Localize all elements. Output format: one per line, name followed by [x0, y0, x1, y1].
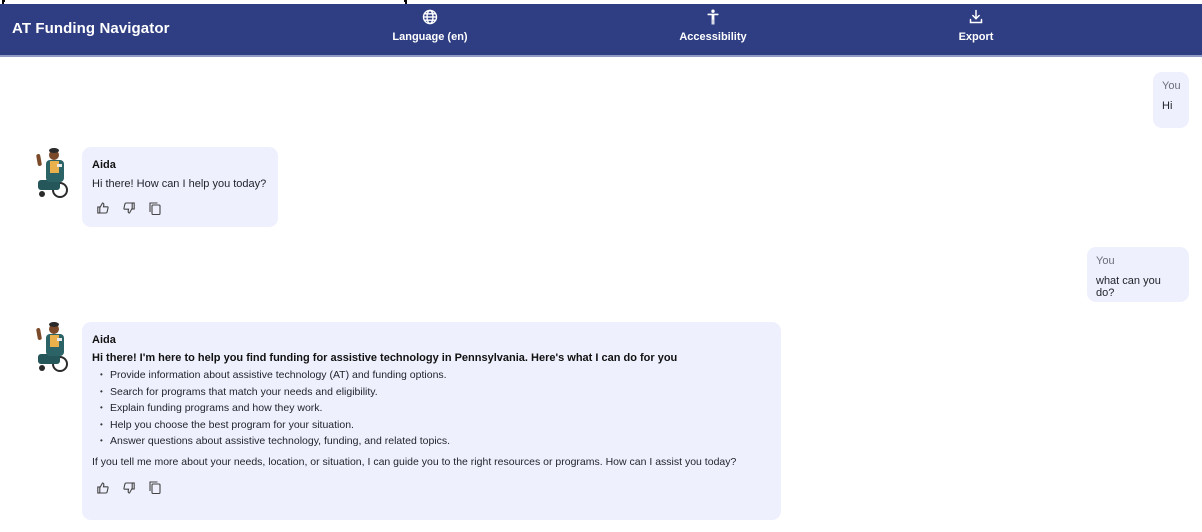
- user-message: [1087, 247, 1189, 302]
- assistant-message: [82, 147, 278, 227]
- language-button[interactable]: [360, 9, 500, 43]
- sender-label: Aida: [92, 334, 116, 346]
- list-item: • Search for programs that match your needs and eligibility.: [100, 384, 771, 401]
- message-text: what can you do?: [1096, 275, 1161, 299]
- copy-button[interactable]: [149, 481, 175, 495]
- download-icon: [968, 9, 984, 25]
- thumbs-up-icon: [97, 482, 109, 494]
- sender-label: Aida: [92, 159, 116, 171]
- user-message: [1153, 72, 1189, 128]
- list-item: • Answer questions about assistive technology, funding, and related topics.: [100, 433, 771, 450]
- capabilities-list: [92, 367, 771, 450]
- message-closing: If you tell me more about your needs, location, or situation, I can guide you to the right resources or programs. How can I assist you today?: [92, 455, 737, 468]
- message-actions: [92, 201, 268, 215]
- list-item: • Provide information about assistive technology (AT) and funding options.: [100, 367, 771, 384]
- accessibility-button[interactable]: [643, 9, 783, 43]
- copy-icon: [149, 202, 161, 215]
- export-label: Export: [958, 31, 994, 43]
- globe-icon: [422, 9, 438, 25]
- sender-label: You: [1162, 80, 1181, 92]
- thumbs-down-button[interactable]: [123, 481, 149, 495]
- accessibility-label: Accessibility: [679, 31, 747, 43]
- thumbs-up-button[interactable]: [97, 201, 123, 215]
- export-button[interactable]: [906, 9, 1046, 43]
- accessibility-icon: [705, 9, 721, 25]
- copy-icon: [149, 481, 161, 494]
- aida-avatar: [32, 146, 72, 198]
- thumbs-up-button[interactable]: [97, 481, 123, 495]
- app-header: [0, 4, 1202, 57]
- message-text: Hi there! How can I help you today?: [92, 178, 267, 190]
- thumbs-down-icon: [123, 202, 135, 214]
- copy-button[interactable]: [149, 201, 175, 215]
- message-text: Hi: [1162, 100, 1173, 112]
- assistant-message: [82, 322, 781, 520]
- thumbs-down-button[interactable]: [123, 201, 149, 215]
- app-title: AT Funding Navigator: [12, 20, 170, 37]
- thumbs-down-icon: [123, 482, 135, 494]
- message-actions: [92, 481, 771, 495]
- message-intro: Hi there! I'm here to help you find funding for assistive technology in Pennsylvania. Here's what I can do for you: [92, 352, 678, 364]
- language-label: Language (en): [392, 31, 468, 43]
- aida-avatar: [32, 320, 72, 372]
- sender-label: You: [1096, 255, 1115, 267]
- list-item: • Help you choose the best program for your situation.: [100, 417, 771, 434]
- thumbs-up-icon: [97, 202, 109, 214]
- list-item: • Explain funding programs and how they work.: [100, 400, 771, 417]
